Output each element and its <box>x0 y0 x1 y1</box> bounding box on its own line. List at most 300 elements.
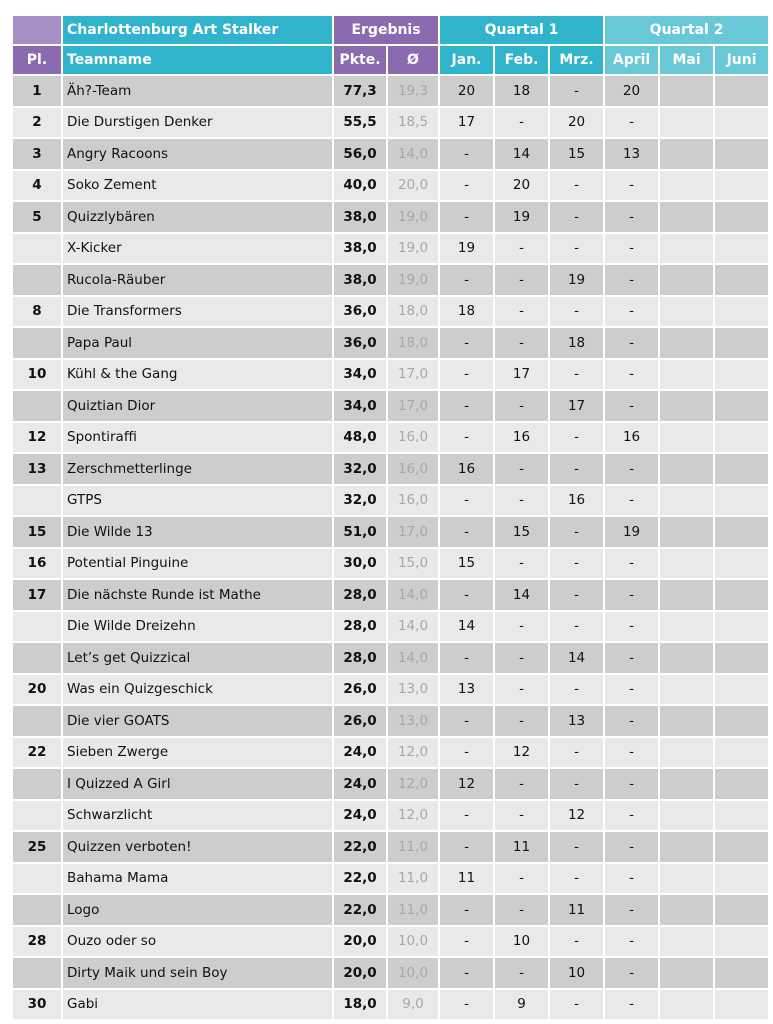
average-cell: 17,0 <box>388 391 440 423</box>
rank-cell: 1 <box>13 76 63 108</box>
mai-cell <box>660 832 715 864</box>
rank-cell <box>13 706 63 738</box>
feb-cell: 11 <box>495 832 550 864</box>
april-cell: 13 <box>605 139 660 171</box>
jan-cell: 18 <box>440 297 495 329</box>
table-row <box>13 297 770 329</box>
juni-cell <box>715 517 770 549</box>
juni-cell <box>715 675 770 707</box>
jan-cell: - <box>440 265 495 297</box>
points-cell: 56,0 <box>334 139 388 171</box>
jan-cell: - <box>440 895 495 927</box>
mrz-cell: - <box>550 675 605 707</box>
jan-cell: - <box>440 139 495 171</box>
april-cell: - <box>605 612 660 644</box>
april-cell: - <box>605 486 660 518</box>
rank-cell: 15 <box>13 517 63 549</box>
mai-cell <box>660 328 715 360</box>
feb-cell: - <box>495 864 550 896</box>
rank-cell <box>13 801 63 833</box>
team-name-cell: Die Wilde Dreizehn <box>63 612 334 644</box>
feb-cell: - <box>495 297 550 329</box>
team-name-cell: Papa Paul <box>63 328 334 360</box>
juni-cell <box>715 234 770 266</box>
feb-cell: - <box>495 612 550 644</box>
juni-cell <box>715 486 770 518</box>
points-cell: 22,0 <box>334 864 388 896</box>
rank-cell: 2 <box>13 108 63 140</box>
rank-cell: 12 <box>13 423 63 455</box>
juni-cell <box>715 108 770 140</box>
mrz-cell: - <box>550 517 605 549</box>
average-cell: 16,0 <box>388 486 440 518</box>
points-cell: 34,0 <box>334 360 388 392</box>
rank-cell <box>13 234 63 266</box>
team-name-cell: Potential Pinguine <box>63 549 334 581</box>
header-corner <box>13 16 63 46</box>
team-name-cell: Angry Racoons <box>63 139 334 171</box>
jan-cell: 14 <box>440 612 495 644</box>
average-cell: 13,0 <box>388 706 440 738</box>
table-row <box>13 706 770 738</box>
feb-cell: - <box>495 706 550 738</box>
feb-cell: 9 <box>495 990 550 1022</box>
feb-cell: - <box>495 234 550 266</box>
col-header-team: Teamname <box>63 46 334 76</box>
table-row <box>13 675 770 707</box>
table-row <box>13 423 770 455</box>
rank-cell <box>13 864 63 896</box>
mrz-cell: 15 <box>550 139 605 171</box>
team-name-cell: I Quizzed A Girl <box>63 769 334 801</box>
mrz-cell: - <box>550 990 605 1022</box>
team-name-cell: Gabi <box>63 990 334 1022</box>
juni-cell <box>715 328 770 360</box>
jan-cell: - <box>440 486 495 518</box>
rank-cell <box>13 486 63 518</box>
feb-cell: - <box>495 958 550 990</box>
mai-cell <box>660 454 715 486</box>
feb-cell: - <box>495 801 550 833</box>
juni-cell <box>715 202 770 234</box>
header-quartal2: Quartal 2 <box>605 16 770 46</box>
mai-cell <box>660 139 715 171</box>
jan-cell: - <box>440 990 495 1022</box>
table-row <box>13 202 770 234</box>
rank-cell: 16 <box>13 549 63 581</box>
april-cell: - <box>605 549 660 581</box>
feb-cell: - <box>495 675 550 707</box>
average-cell: 11,0 <box>388 895 440 927</box>
points-cell: 32,0 <box>334 454 388 486</box>
team-name-cell: Logo <box>63 895 334 927</box>
team-name-cell: Die nächste Runde ist Mathe <box>63 580 334 612</box>
juni-cell <box>715 391 770 423</box>
april-cell: - <box>605 580 660 612</box>
feb-cell: - <box>495 643 550 675</box>
juni-cell <box>715 423 770 455</box>
rank-cell <box>13 612 63 644</box>
table-row <box>13 927 770 959</box>
mai-cell <box>660 927 715 959</box>
rank-cell: 30 <box>13 990 63 1022</box>
rank-cell: 5 <box>13 202 63 234</box>
col-header-pts: Pkte. <box>334 46 388 76</box>
mai-cell <box>660 801 715 833</box>
jan-cell: - <box>440 927 495 959</box>
mai-cell <box>660 76 715 108</box>
col-header-mai: Mai <box>660 46 715 76</box>
average-cell: 11,0 <box>388 832 440 864</box>
header-quartal1: Quartal 1 <box>440 16 605 46</box>
table-row <box>13 643 770 675</box>
header-ergebnis: Ergebnis <box>334 16 440 46</box>
jan-cell: - <box>440 423 495 455</box>
april-cell: - <box>605 360 660 392</box>
rank-cell: 17 <box>13 580 63 612</box>
average-cell: 18,5 <box>388 108 440 140</box>
juni-cell <box>715 927 770 959</box>
mrz-cell: - <box>550 832 605 864</box>
points-cell: 24,0 <box>334 769 388 801</box>
april-cell: - <box>605 895 660 927</box>
juni-cell <box>715 265 770 297</box>
team-name-cell: Ouzo oder so <box>63 927 334 959</box>
mai-cell <box>660 706 715 738</box>
april-cell: - <box>605 391 660 423</box>
rank-cell <box>13 265 63 297</box>
average-cell: 16,0 <box>388 423 440 455</box>
average-cell: 19,3 <box>388 76 440 108</box>
april-cell: - <box>605 328 660 360</box>
points-cell: 77,3 <box>334 76 388 108</box>
juni-cell <box>715 549 770 581</box>
average-cell: 12,0 <box>388 801 440 833</box>
col-header-pl: Pl. <box>13 46 63 76</box>
juni-cell <box>715 580 770 612</box>
jan-cell: 16 <box>440 454 495 486</box>
col-header-avg: Ø <box>388 46 440 76</box>
juni-cell <box>715 171 770 203</box>
table-row <box>13 769 770 801</box>
rank-cell: 3 <box>13 139 63 171</box>
mrz-cell: - <box>550 423 605 455</box>
juni-cell <box>715 895 770 927</box>
average-cell: 14,0 <box>388 643 440 675</box>
mrz-cell: - <box>550 738 605 770</box>
feb-cell: 18 <box>495 76 550 108</box>
rank-cell: 20 <box>13 675 63 707</box>
team-name-cell: Was ein Quizgeschick <box>63 675 334 707</box>
header-row-columns <box>13 46 770 76</box>
team-name-cell: Let’s get Quizzical <box>63 643 334 675</box>
feb-cell: - <box>495 486 550 518</box>
rank-cell: 10 <box>13 360 63 392</box>
juni-cell <box>715 297 770 329</box>
team-name-cell: X-Kicker <box>63 234 334 266</box>
april-cell: - <box>605 454 660 486</box>
table-row <box>13 738 770 770</box>
feb-cell: 20 <box>495 171 550 203</box>
mrz-cell: - <box>550 171 605 203</box>
mai-cell <box>660 108 715 140</box>
mai-cell <box>660 486 715 518</box>
mai-cell <box>660 517 715 549</box>
mai-cell <box>660 423 715 455</box>
mrz-cell: 13 <box>550 706 605 738</box>
feb-cell: - <box>495 895 550 927</box>
points-cell: 34,0 <box>334 391 388 423</box>
col-header-juni: Juni <box>715 46 770 76</box>
average-cell: 19,0 <box>388 234 440 266</box>
table-row <box>13 612 770 644</box>
table-row <box>13 76 770 108</box>
table-row <box>13 391 770 423</box>
april-cell: - <box>605 171 660 203</box>
mai-cell <box>660 391 715 423</box>
points-cell: 51,0 <box>334 517 388 549</box>
april-cell: - <box>605 643 660 675</box>
mrz-cell: - <box>550 76 605 108</box>
mai-cell <box>660 297 715 329</box>
mrz-cell: 11 <box>550 895 605 927</box>
mai-cell <box>660 643 715 675</box>
jan-cell: - <box>440 391 495 423</box>
team-name-cell: Schwarzlicht <box>63 801 334 833</box>
rank-cell: 28 <box>13 927 63 959</box>
team-name-cell: Quizzen verboten! <box>63 832 334 864</box>
average-cell: 10,0 <box>388 958 440 990</box>
rank-cell: 22 <box>13 738 63 770</box>
points-cell: 24,0 <box>334 738 388 770</box>
juni-cell <box>715 706 770 738</box>
team-name-cell: Sieben Zwerge <box>63 738 334 770</box>
table-row <box>13 454 770 486</box>
table-row <box>13 139 770 171</box>
jan-cell: - <box>440 706 495 738</box>
april-cell: - <box>605 675 660 707</box>
average-cell: 12,0 <box>388 738 440 770</box>
april-cell: - <box>605 927 660 959</box>
points-cell: 20,0 <box>334 927 388 959</box>
feb-cell: 19 <box>495 202 550 234</box>
april-cell: - <box>605 297 660 329</box>
rank-cell <box>13 895 63 927</box>
team-name-cell: Quiztian Dior <box>63 391 334 423</box>
jan-cell: - <box>440 801 495 833</box>
points-cell: 38,0 <box>334 234 388 266</box>
points-cell: 55,5 <box>334 108 388 140</box>
feb-cell: 16 <box>495 423 550 455</box>
april-cell: - <box>605 108 660 140</box>
mai-cell <box>660 234 715 266</box>
april-cell: - <box>605 990 660 1022</box>
jan-cell: - <box>440 328 495 360</box>
april-cell: - <box>605 864 660 896</box>
rank-cell: 13 <box>13 454 63 486</box>
points-cell: 22,0 <box>334 895 388 927</box>
mrz-cell: 17 <box>550 391 605 423</box>
average-cell: 9,0 <box>388 990 440 1022</box>
april-cell: - <box>605 769 660 801</box>
header-row-groups <box>13 16 770 46</box>
mrz-cell: 19 <box>550 265 605 297</box>
april-cell: - <box>605 958 660 990</box>
average-cell: 14,0 <box>388 612 440 644</box>
team-name-cell: Die Transformers <box>63 297 334 329</box>
points-cell: 28,0 <box>334 643 388 675</box>
jan-cell: 11 <box>440 864 495 896</box>
juni-cell <box>715 139 770 171</box>
jan-cell: 19 <box>440 234 495 266</box>
points-cell: 24,0 <box>334 801 388 833</box>
rank-cell <box>13 391 63 423</box>
mrz-cell: - <box>550 549 605 581</box>
mai-cell <box>660 202 715 234</box>
feb-cell: - <box>495 549 550 581</box>
mai-cell <box>660 895 715 927</box>
average-cell: 13,0 <box>388 675 440 707</box>
mrz-cell: 14 <box>550 643 605 675</box>
april-cell: - <box>605 832 660 864</box>
feb-cell: 15 <box>495 517 550 549</box>
jan-cell: - <box>440 580 495 612</box>
points-cell: 48,0 <box>334 423 388 455</box>
feb-cell: - <box>495 328 550 360</box>
mai-cell <box>660 171 715 203</box>
table-row <box>13 360 770 392</box>
mrz-cell: 18 <box>550 328 605 360</box>
team-name-cell: Die Wilde 13 <box>63 517 334 549</box>
juni-cell <box>715 801 770 833</box>
juni-cell <box>715 360 770 392</box>
average-cell: 16,0 <box>388 454 440 486</box>
mrz-cell: - <box>550 202 605 234</box>
table-row <box>13 328 770 360</box>
juni-cell <box>715 864 770 896</box>
jan-cell: 20 <box>440 76 495 108</box>
juni-cell <box>715 958 770 990</box>
average-cell: 14,0 <box>388 139 440 171</box>
points-cell: 28,0 <box>334 612 388 644</box>
table-row <box>13 832 770 864</box>
jan-cell: - <box>440 958 495 990</box>
col-header-mrz: Mrz. <box>550 46 605 76</box>
average-cell: 15,0 <box>388 549 440 581</box>
table-row <box>13 265 770 297</box>
table-row <box>13 171 770 203</box>
rank-cell <box>13 643 63 675</box>
mai-cell <box>660 549 715 581</box>
feb-cell: - <box>495 391 550 423</box>
points-cell: 18,0 <box>334 990 388 1022</box>
rank-cell: 8 <box>13 297 63 329</box>
mai-cell <box>660 612 715 644</box>
table-row <box>13 895 770 927</box>
jan-cell: 17 <box>440 108 495 140</box>
juni-cell <box>715 832 770 864</box>
april-cell: - <box>605 202 660 234</box>
juni-cell <box>715 990 770 1022</box>
rank-cell: 25 <box>13 832 63 864</box>
mai-cell <box>660 360 715 392</box>
team-name-cell: Die vier GOATS <box>63 706 334 738</box>
feb-cell: - <box>495 769 550 801</box>
mrz-cell: - <box>550 297 605 329</box>
juni-cell <box>715 612 770 644</box>
april-cell: - <box>605 265 660 297</box>
juni-cell <box>715 769 770 801</box>
points-cell: 22,0 <box>334 832 388 864</box>
table-row <box>13 958 770 990</box>
mai-cell <box>660 864 715 896</box>
jan-cell: 15 <box>440 549 495 581</box>
feb-cell: 10 <box>495 927 550 959</box>
table-row <box>13 801 770 833</box>
mrz-cell: 10 <box>550 958 605 990</box>
jan-cell: - <box>440 517 495 549</box>
points-cell: 28,0 <box>334 580 388 612</box>
average-cell: 19,0 <box>388 265 440 297</box>
team-name-cell: Bahama Mama <box>63 864 334 896</box>
average-cell: 18,0 <box>388 297 440 329</box>
header-title: Charlottenburg Art Stalker <box>63 16 334 46</box>
table-row <box>13 549 770 581</box>
mai-cell <box>660 738 715 770</box>
juni-cell <box>715 454 770 486</box>
average-cell: 17,0 <box>388 360 440 392</box>
table-row <box>13 864 770 896</box>
team-name-cell: Die Durstigen Denker <box>63 108 334 140</box>
mrz-cell: - <box>550 864 605 896</box>
april-cell: - <box>605 234 660 266</box>
jan-cell: - <box>440 202 495 234</box>
ranking-body <box>13 76 770 1021</box>
points-cell: 40,0 <box>334 171 388 203</box>
jan-cell: - <box>440 360 495 392</box>
team-name-cell: Rucola-Räuber <box>63 265 334 297</box>
team-name-cell: Spontiraffi <box>63 423 334 455</box>
points-cell: 36,0 <box>334 328 388 360</box>
points-cell: 20,0 <box>334 958 388 990</box>
points-cell: 30,0 <box>334 549 388 581</box>
feb-cell: 17 <box>495 360 550 392</box>
april-cell: 20 <box>605 76 660 108</box>
mai-cell <box>660 265 715 297</box>
points-cell: 32,0 <box>334 486 388 518</box>
col-header-april: April <box>605 46 660 76</box>
april-cell: - <box>605 706 660 738</box>
col-header-jan: Jan. <box>440 46 495 76</box>
feb-cell: 12 <box>495 738 550 770</box>
rank-cell <box>13 328 63 360</box>
average-cell: 10,0 <box>388 927 440 959</box>
feb-cell: - <box>495 454 550 486</box>
table-row <box>13 990 770 1022</box>
jan-cell: - <box>440 738 495 770</box>
col-header-feb: Feb. <box>495 46 550 76</box>
mrz-cell: - <box>550 360 605 392</box>
mrz-cell: - <box>550 927 605 959</box>
juni-cell <box>715 643 770 675</box>
juni-cell <box>715 76 770 108</box>
ranking-table <box>13 16 770 1021</box>
rank-cell <box>13 958 63 990</box>
rank-cell: 4 <box>13 171 63 203</box>
team-name-cell: Zerschmetterlinge <box>63 454 334 486</box>
points-cell: 26,0 <box>334 675 388 707</box>
mrz-cell: - <box>550 769 605 801</box>
